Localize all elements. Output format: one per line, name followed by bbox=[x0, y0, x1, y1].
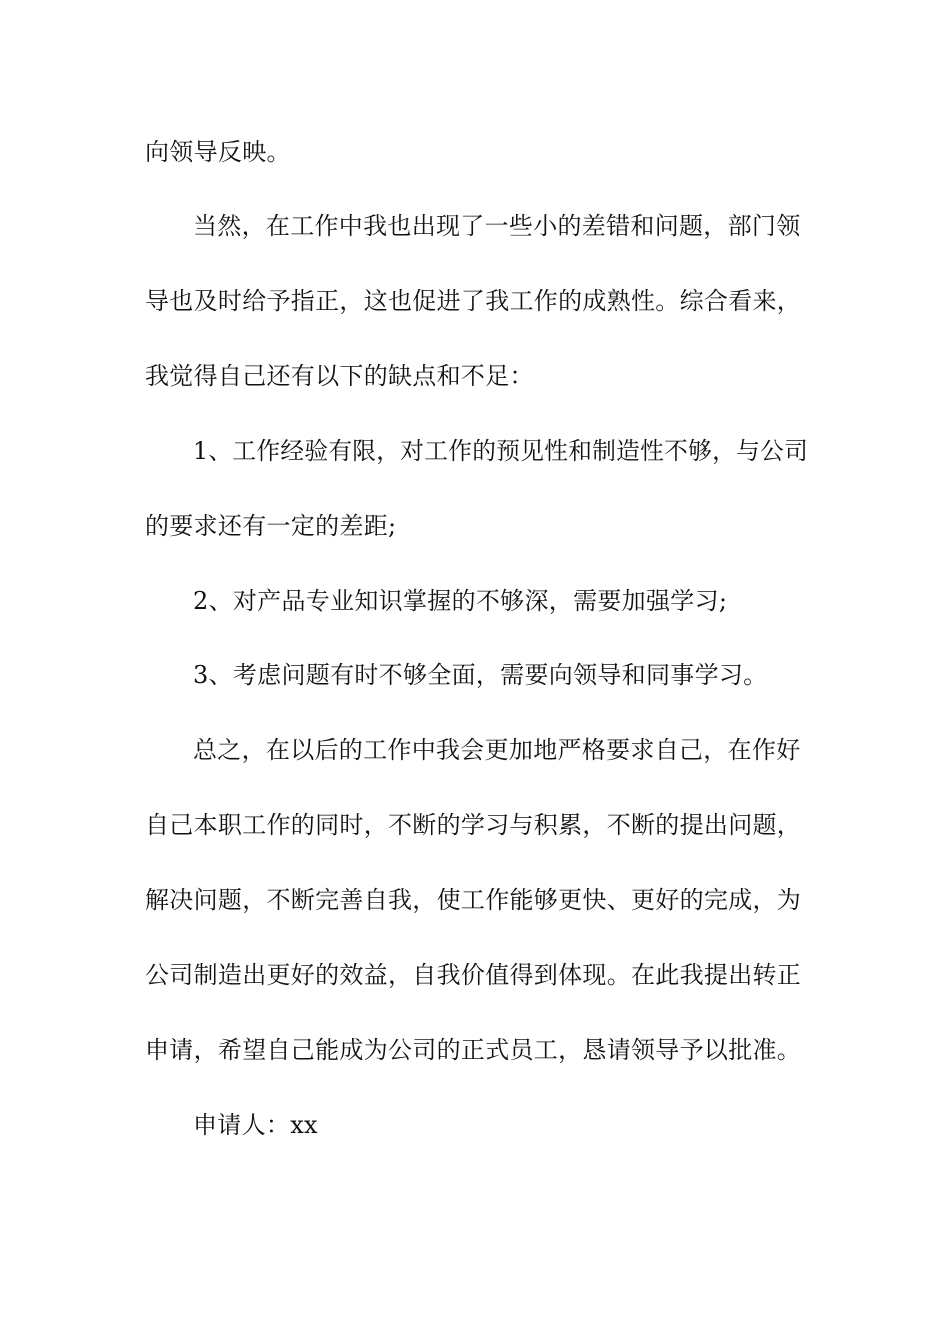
text-line: 的要求还有一定的差距; bbox=[145, 512, 397, 540]
text-line: 自己本职工作的同时，不断的学习与积累，不断的提出问题， bbox=[145, 811, 802, 839]
text-line: 当然，在工作中我也出现了一些小的差错和问题，部门领 bbox=[193, 212, 801, 240]
text-line: 3、考虑问题有时不够全面，需要向领导和同事学习。 bbox=[193, 661, 768, 689]
text-line: 我觉得自己还有以下的缺点和不足： bbox=[145, 362, 534, 390]
signature-line: 申请人：xx bbox=[193, 1111, 318, 1139]
text-line: 导也及时给予指正，这也促进了我工作的成熟性。综合看来， bbox=[145, 287, 802, 315]
text-line: 公司制造出更好的效益，自我价值得到体现。在此我提出转正 bbox=[145, 961, 802, 989]
text-line: 总之，在以后的工作中我会更加地严格要求自己，在作好 bbox=[193, 736, 801, 764]
text-line: 申请，希望自己能成为公司的正式员工，恳请领导予以批准。 bbox=[145, 1036, 802, 1064]
text-line: 解决问题，不断完善自我，使工作能够更快、更好的完成，为 bbox=[145, 886, 802, 914]
text-line: 向领导反映。 bbox=[145, 138, 291, 166]
text-line: 1、工作经验有限，对工作的预见性和制造性不够，与公司 bbox=[193, 437, 809, 465]
text-line: 2、对产品专业知识掌握的不够深，需要加强学习; bbox=[193, 587, 728, 615]
